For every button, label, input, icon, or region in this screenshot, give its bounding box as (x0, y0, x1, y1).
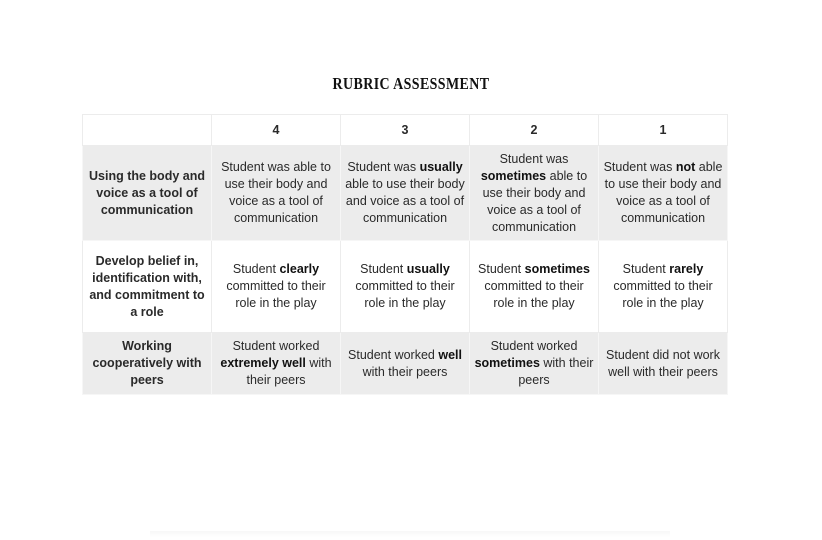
descriptor-cell-4: Student was able to use their body and voice as a tool of communication (212, 146, 341, 241)
header-cell-score-2: 2 (470, 115, 599, 146)
criterion-cell: Using the body and voice as a tool of communication (83, 146, 212, 241)
table-row (83, 146, 728, 241)
table-row (83, 333, 728, 395)
table-header-row (83, 115, 728, 146)
descriptor-cell-3: Student was usually able to use their body and voice as a tool of communication (341, 146, 470, 241)
descriptor-cell-2: Student sometimes committed to their role in the play (470, 241, 599, 333)
page-shadow (150, 531, 670, 537)
table-row (83, 241, 728, 333)
descriptor-cell-3: Student usually committed to their role in the play (341, 241, 470, 333)
descriptor-cell-1: Student did not work well with their peers (599, 333, 728, 395)
descriptor-cell-2: Student worked sometimes with their peers (470, 333, 599, 395)
descriptor-cell-1: Student rarely committed to their role in the play (599, 241, 728, 333)
page-title: RUBRIC ASSESSMENT (332, 74, 490, 93)
descriptor-cell-4: Student worked extremely well with their peers (212, 333, 341, 395)
descriptor-cell-3: Student worked well with their peers (341, 333, 470, 395)
header-cell-criteria (83, 115, 212, 146)
header-cell-score-4: 4 (212, 115, 341, 146)
criterion-cell: Working cooperatively with peers (83, 333, 212, 395)
descriptor-cell-1: Student was not able to use their body and voice as a tool of communication (599, 146, 728, 241)
rubric-table (82, 114, 728, 395)
criterion-cell: Develop belief in, identification with, and commitment to a role (83, 241, 212, 333)
descriptor-cell-4: Student clearly committed to their role in the play (212, 241, 341, 333)
descriptor-cell-2: Student was sometimes able to use their body and voice as a tool of communication (470, 146, 599, 241)
header-cell-score-3: 3 (341, 115, 470, 146)
header-cell-score-1: 1 (599, 115, 728, 146)
